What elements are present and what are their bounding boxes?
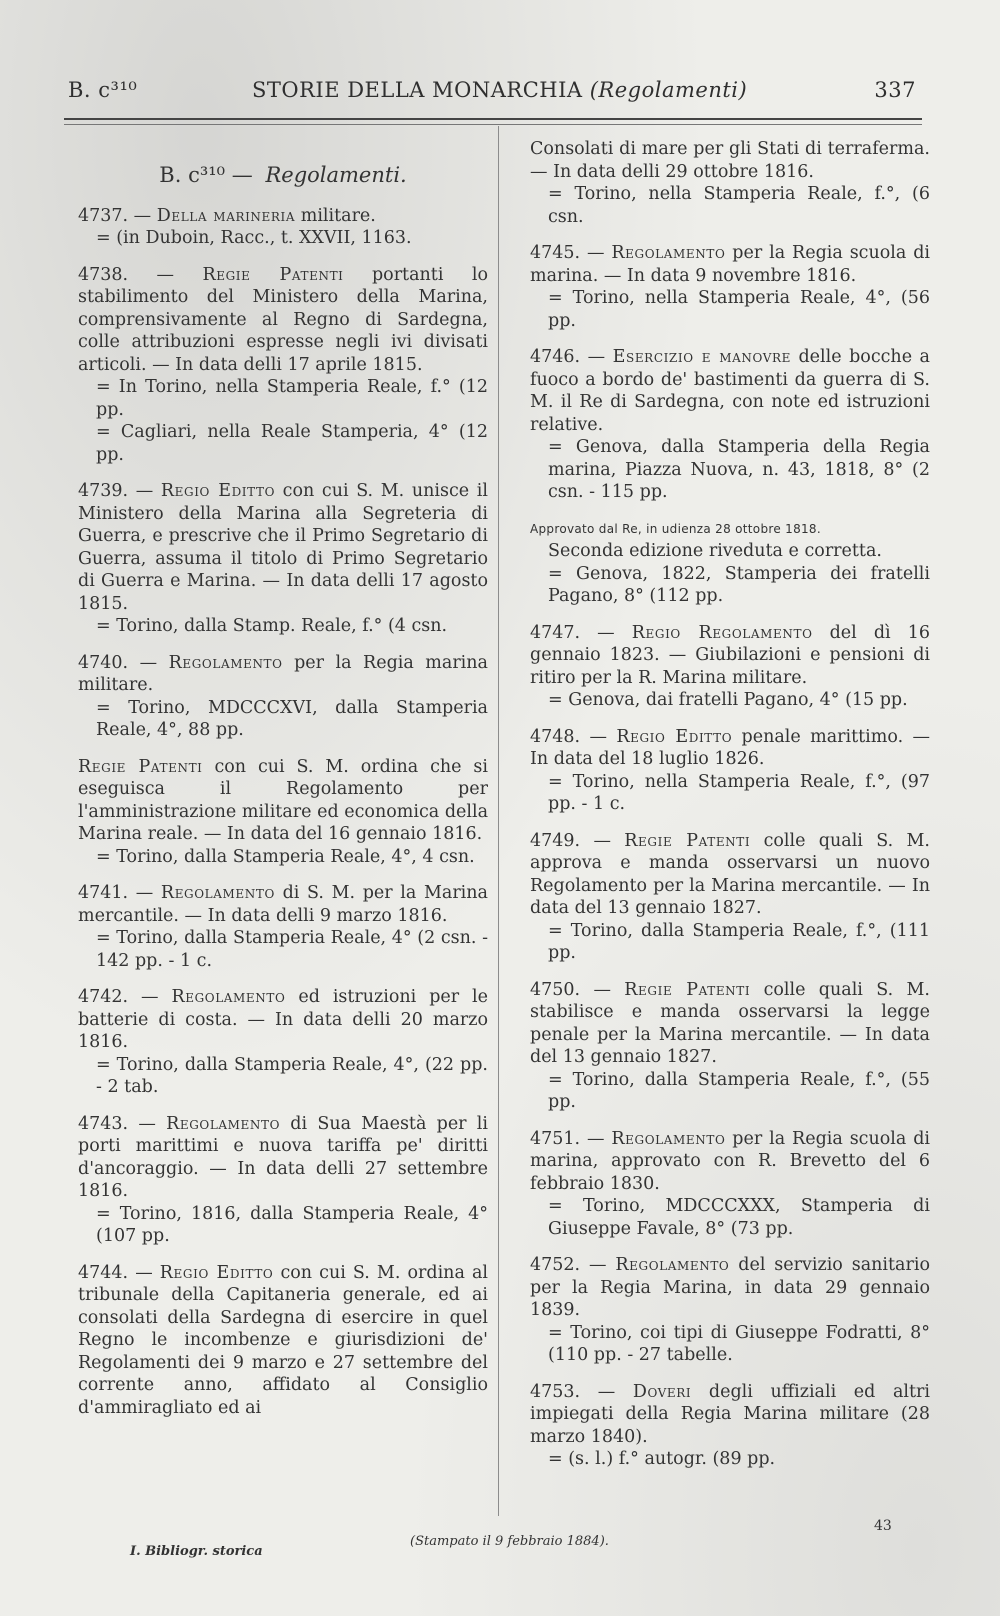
entry-number: 4753. — [530, 1381, 581, 1402]
entry-text: Seconda edizione riveduta e corretta. — [548, 541, 882, 561]
right-entry-list — [530, 138, 930, 1471]
catalog-entry — [78, 264, 488, 467]
entry-first-line: 4744. — Regio Editto con cui S. M. ordina al tribunale della Capitaneria generale, ed ai consolati della Sardegna di esercire in quel Regno le incombenze e giurisdizioni de' Regolamenti dei 9 marzo e 27 settembre del corrente anno, affidato al Consiglio d'ammiragliato ed ai — [78, 1262, 488, 1418]
footer-signature: 43 — [874, 1518, 892, 1534]
entry-imprint: = Torino, dalla Stamp. Reale, f.° (4 csn. — [96, 616, 448, 636]
header-title: STORIE DELLA MONARCHIA — [252, 78, 583, 102]
entry-imprint: = Torino, dalla Stamperia Reale, f.°, (111 pp. — [548, 920, 930, 963]
entry-text: con cui S. M. unisce il Ministero della Marina alla Segreteria di Guerra, e prescrive che il Primo Segretario di Guerra, assuma il titolo di Primo Segretario di Guerra e Marina. — In data delli 17 agosto 1815. — [78, 481, 488, 614]
catalog-entry — [530, 242, 930, 332]
entry-first-line: 4749. — Regie Patenti colle quali S. M. approva e manda osservarsi un nuovo Regolamento per la Marina mercantile. — In data del 13 gennaio 1827. — [530, 830, 930, 918]
entry-imprint: = Genova, dalla Stamperia della Regia marina, Piazza Nuova, n. 43, 1818, 8° (2 csn. - 115 pp. — [548, 437, 930, 502]
entry-imprint: = Torino, nella Stamperia Reale, f.°, (6 csn. — [548, 184, 930, 227]
section-title — [78, 164, 488, 187]
entry-first-line: 4742. — Regolamento ed istruzioni per le batterie di costa. — In data delli 20 marzo 1816. — [78, 987, 488, 1052]
catalog-entry — [78, 1113, 488, 1248]
entry-number: 4748. — [530, 726, 581, 747]
catalog-entry — [78, 756, 488, 869]
entry-text: per la Regia scuola di marina, approvato con R. Brevetto del 6 febbraio 1830. — [530, 1128, 930, 1194]
entry-imprint: = In Torino, nella Stamperia Reale, f.° (12 pp. — [96, 377, 488, 420]
catalog-entry — [530, 138, 930, 228]
entry-first-line: 4752. — Regolamento del servizio sanitario per la Regia Marina, in data 29 gennaio 1839. — [530, 1255, 930, 1320]
page-number: 337 — [874, 78, 916, 102]
entry-text: portanti lo stabilimento del Ministero della Marina, comprensivamente al Regno di Sardegna, colle attribuzioni espresse negli ivi divisati articoli. — In data delli 17 aprile 1815. — [78, 264, 488, 375]
footer-collection: I. Bibliogr. storica — [130, 1544, 263, 1559]
entry-text: con cui S. M. ordina al tribunale della Capitaneria generale, ed ai consolati della Sardegna di esercire in quel Regno le incombenze e giurisdizioni de' Regolamenti dei 9 marzo e 27 settembre del corrente anno, affidato al Consiglio d'ammiragliato ed ai — [78, 1262, 488, 1418]
entry-first-line: 4745. — Regolamento per la Regia scuola di marina. — In data 9 novembre 1816. — [530, 243, 930, 286]
catalog-entry — [78, 205, 488, 250]
entry-heading: Regio Editto — [616, 726, 733, 747]
entry-heading: Regolamento — [168, 652, 283, 673]
entry-number: 4738. — [78, 264, 129, 285]
entry-first-line: 4743. — Regolamento di Sua Maestà per li porti marittimi e nuova tariffa pe' diritti d'ancoraggio. — In data delli 27 settembre 1816. — [78, 1113, 488, 1201]
entry-heading: Regie Patenti — [624, 979, 751, 1000]
entry-heading: Regio Regolamento — [631, 622, 813, 643]
entry-imprint: = Torino, dalla Stamperia Reale, 4° (2 csn. - 142 pp. - 1 c. — [96, 928, 488, 971]
entry-heading: Regolamento — [171, 987, 286, 1007]
entry-text: di S. M. per la Marina mercantile. — In data delli 9 marzo 1816. — [78, 883, 488, 926]
entry-first-line: 4741. — Regolamento di S. M. per la Marina mercantile. — In data delli 9 marzo 1816. — [78, 883, 488, 926]
catalog-entry — [530, 726, 930, 816]
running-header — [0, 78, 1000, 112]
entry-imprint: = Genova, dai fratelli Pagano, 4° (15 pp. — [548, 690, 908, 710]
entry-first-line: 4737. — Della marineria militare. — [78, 205, 376, 226]
header-subtitle: (Regolamenti) — [589, 78, 748, 102]
approval-note: Approvato dal Re, in udienza 28 ottobre 1818. — [530, 521, 821, 536]
catalog-entry — [78, 986, 488, 1099]
entry-heading: Regie Patenti — [78, 756, 203, 777]
entry-heading: Regio Editto — [159, 1262, 274, 1283]
entry-number: 4739. — [78, 481, 129, 501]
entry-first-line: 4748. — Regio Editto penale marittimo. — In data del 18 luglio 1826. — [530, 726, 930, 769]
entry-number: 4746. — [530, 347, 581, 367]
entry-text: degli uffiziali ed altri impiegati della Regia Marina militare (28 marzo 1840). — [530, 1381, 930, 1447]
header-signature: B. c³¹⁰ — [68, 78, 138, 102]
catalog-entry — [78, 882, 488, 972]
entry-number: 4749. — [530, 830, 581, 851]
entry-number: 4741. — [78, 883, 129, 903]
entry-number: 4737. — [78, 205, 129, 226]
section-code: B. c³¹⁰ — — [159, 163, 253, 187]
header-rule-thick — [64, 118, 922, 120]
entry-imprint: = Genova, 1822, Stamperia dei fratelli Pagano, 8° (112 pp. — [548, 563, 930, 606]
entry-text: delle bocche a fuoco a bordo de' bastimenti da guerra di S. M. il Re di Sardegna, con note ed istruzioni relative. — [530, 347, 930, 435]
left-entry-list — [78, 205, 488, 1420]
entry-text: del servizio sanitario per la Regia Marina, in data 29 gennaio 1839. — [530, 1255, 930, 1320]
entry-imprint: = Torino, nella Stamperia Reale, 4°, (56 pp. — [548, 288, 930, 331]
entry-number: 4740. — [78, 652, 129, 673]
entry-heading: Regolamento — [615, 1255, 730, 1275]
entry-heading: Regio Editto — [160, 481, 276, 501]
entry-imprint: = Torino, dalla Stamperia Reale, 4°, 4 csn. — [96, 846, 475, 867]
entry-first-line: 4746. — Esercizio e manovre delle bocche a fuoco a bordo de' bastimenti da guerra di S. M. il Re di Sardegna, con note ed istruzioni relative. — [530, 347, 930, 435]
catalog-entry — [78, 1262, 488, 1420]
entry-imprint: = Torino, MDCCCXVI, dalla Stamperia Reale, 4°, 88 pp. — [96, 697, 488, 740]
catalog-entry — [530, 830, 930, 965]
entry-heading: Doveri — [632, 1381, 692, 1402]
entry-heading: Regolamento — [611, 1128, 726, 1149]
entry-heading: Regolamento — [160, 883, 275, 903]
entry-heading: Della marineria — [156, 205, 296, 226]
entry-text: Consolati di mare per gli Stati di terraferma. — In data delli 29 ottobre 1816. — [530, 139, 930, 182]
entry-imprint: = Cagliari, nella Reale Stamperia, 4° (12 pp. — [96, 422, 488, 465]
header-rule-thin — [64, 124, 922, 125]
entry-imprint: = (s. l.) f.° autogr. (89 pp. — [548, 1449, 776, 1469]
header-title-line — [252, 78, 752, 102]
entry-text: penale marittimo. — In data del 18 luglio 1826. — [530, 726, 930, 769]
entry-heading: Regolamento — [166, 1113, 281, 1134]
entry-imprint: = Torino, 1816, dalla Stamperia Reale, 4° (107 pp. — [96, 1203, 488, 1246]
entry-text: colle quali S. M. stabilisce e manda osservarsi la legge penale per la Marina mercantile. — In data del 13 gennaio 1827. — [530, 979, 930, 1067]
entry-imprint: = Torino, nella Stamperia Reale, f.°, (97 pp. - 1 c. — [548, 771, 930, 814]
entry-first-line: 4740. — Regolamento per la Regia marina militare. — [78, 652, 488, 695]
entry-number: 4750. — [530, 979, 581, 1000]
catalog-entry — [530, 1381, 930, 1471]
entry-number: 4747. — [530, 622, 581, 643]
entry-number: 4745. — [530, 243, 581, 263]
entry-heading: Regie Patenti — [202, 264, 344, 285]
column-separator — [498, 126, 499, 1516]
entry-text: colle quali S. M. approva e manda osservarsi un nuovo Regolamento per la Marina mercantile. — In data del 13 gennaio 1827. — [530, 830, 930, 918]
entry-first-line: 4739. — Regio Editto con cui S. M. unisce il Ministero della Marina alla Segreteria di Guerra, e prescrive che il Primo Segretario di Guerra, assuma il titolo di Primo Segretario di Guerra e Marina. — In data delli 17 agosto 1815. — [78, 481, 488, 614]
entry-imprint: = Torino, dalla Stamperia Reale, f.°, (55 pp. — [548, 1069, 930, 1112]
entry-first-line: 4738. — Regie Patenti portanti lo stabilimento del Ministero della Marina, comprensivamente al Regno di Sardegna, colle attribuzioni espresse negli ivi divisati articoli. — In data delli 17 aprile 1815. — [78, 264, 488, 375]
entry-text: di Sua Maestà per li porti marittimi e nuova tariffa pe' diritti d'ancoraggio. — In data delli 27 settembre 1816. — [78, 1113, 488, 1201]
catalog-entry — [530, 346, 930, 504]
catalog-entry — [78, 652, 488, 742]
entry-heading: Esercizio e manovre — [612, 347, 791, 367]
catalog-entry — [530, 1128, 930, 1241]
entry-imprint: = Torino, MDCCCXXX, Stamperia di Giuseppe Favale, 8° (73 pp. — [548, 1196, 930, 1239]
entry-first-line — [530, 540, 930, 563]
section-name: Regolamenti. — [265, 163, 407, 187]
entry-first-line: 4750. — Regie Patenti colle quali S. M. stabilisce e manda osservarsi la legge penale per la Marina mercantile. — In data del 13 gennaio 1827. — [530, 979, 930, 1067]
entry-imprint: = Torino, coi tipi di Giuseppe Fodratti, 8° (110 pp. - 27 tabelle. — [548, 1322, 930, 1365]
entry-heading: Regie Patenti — [624, 830, 751, 851]
left-column — [78, 138, 488, 1433]
entry-heading: Regolamento — [611, 243, 726, 263]
entry-first-line: 4751. — Regolamento per la Regia scuola di marina, approvato con R. Brevetto del 6 febbraio 1830. — [530, 1128, 930, 1194]
entry-text: per la Regia scuola di marina. — In data 9 novembre 1816. — [530, 243, 930, 286]
entry-text: militare. — [300, 205, 376, 226]
right-column — [530, 138, 930, 1485]
entry-first-line: 4753. — Doveri degli uffiziali ed altri impiegati della Regia Marina militare (28 marzo 1840). — [530, 1381, 930, 1447]
entry-number: 4751. — [530, 1128, 581, 1149]
entry-number: 4752. — [530, 1255, 581, 1275]
entry-text: con cui S. M. ordina che si eseguisca il Regolamento per l'amministrazione militare ed economica della Marina reale. — In data del 16 gennaio 1816. — [78, 756, 488, 844]
entry-first-line — [530, 138, 930, 183]
entry-imprint: = (in Duboin, Racc., t. XXVII, 1163. — [96, 228, 412, 248]
catalog-entry — [530, 979, 930, 1114]
entry-text: del dì 16 gennaio 1823. — Giubilazioni e pensioni di ritiro per la R. Marina militare. — [530, 622, 930, 688]
entry-number: 4742. — [78, 987, 129, 1007]
catalog-entry — [78, 480, 488, 638]
catalog-entry — [530, 622, 930, 712]
entry-imprint: = Torino, dalla Stamperia Reale, 4°, (22 pp. - 2 tab. — [96, 1054, 488, 1097]
entry-first-line — [78, 756, 488, 846]
catalog-entry — [530, 518, 930, 608]
entry-number: 4744. — [78, 1262, 129, 1283]
entry-first-line: 4747. — Regio Regolamento del dì 16 gennaio 1823. — Giubilazioni e pensioni di ritiro per la R. Marina militare. — [530, 622, 930, 688]
footer-print-date: (Stampato il 9 febbraio 1884). — [410, 1534, 609, 1549]
entry-text: per la Regia marina militare. — [78, 652, 488, 695]
catalog-entry — [530, 1254, 930, 1367]
entry-number: 4743. — [78, 1113, 129, 1134]
entry-text: ed istruzioni per le batterie di costa. — In data delli 20 marzo 1816. — [78, 987, 488, 1052]
